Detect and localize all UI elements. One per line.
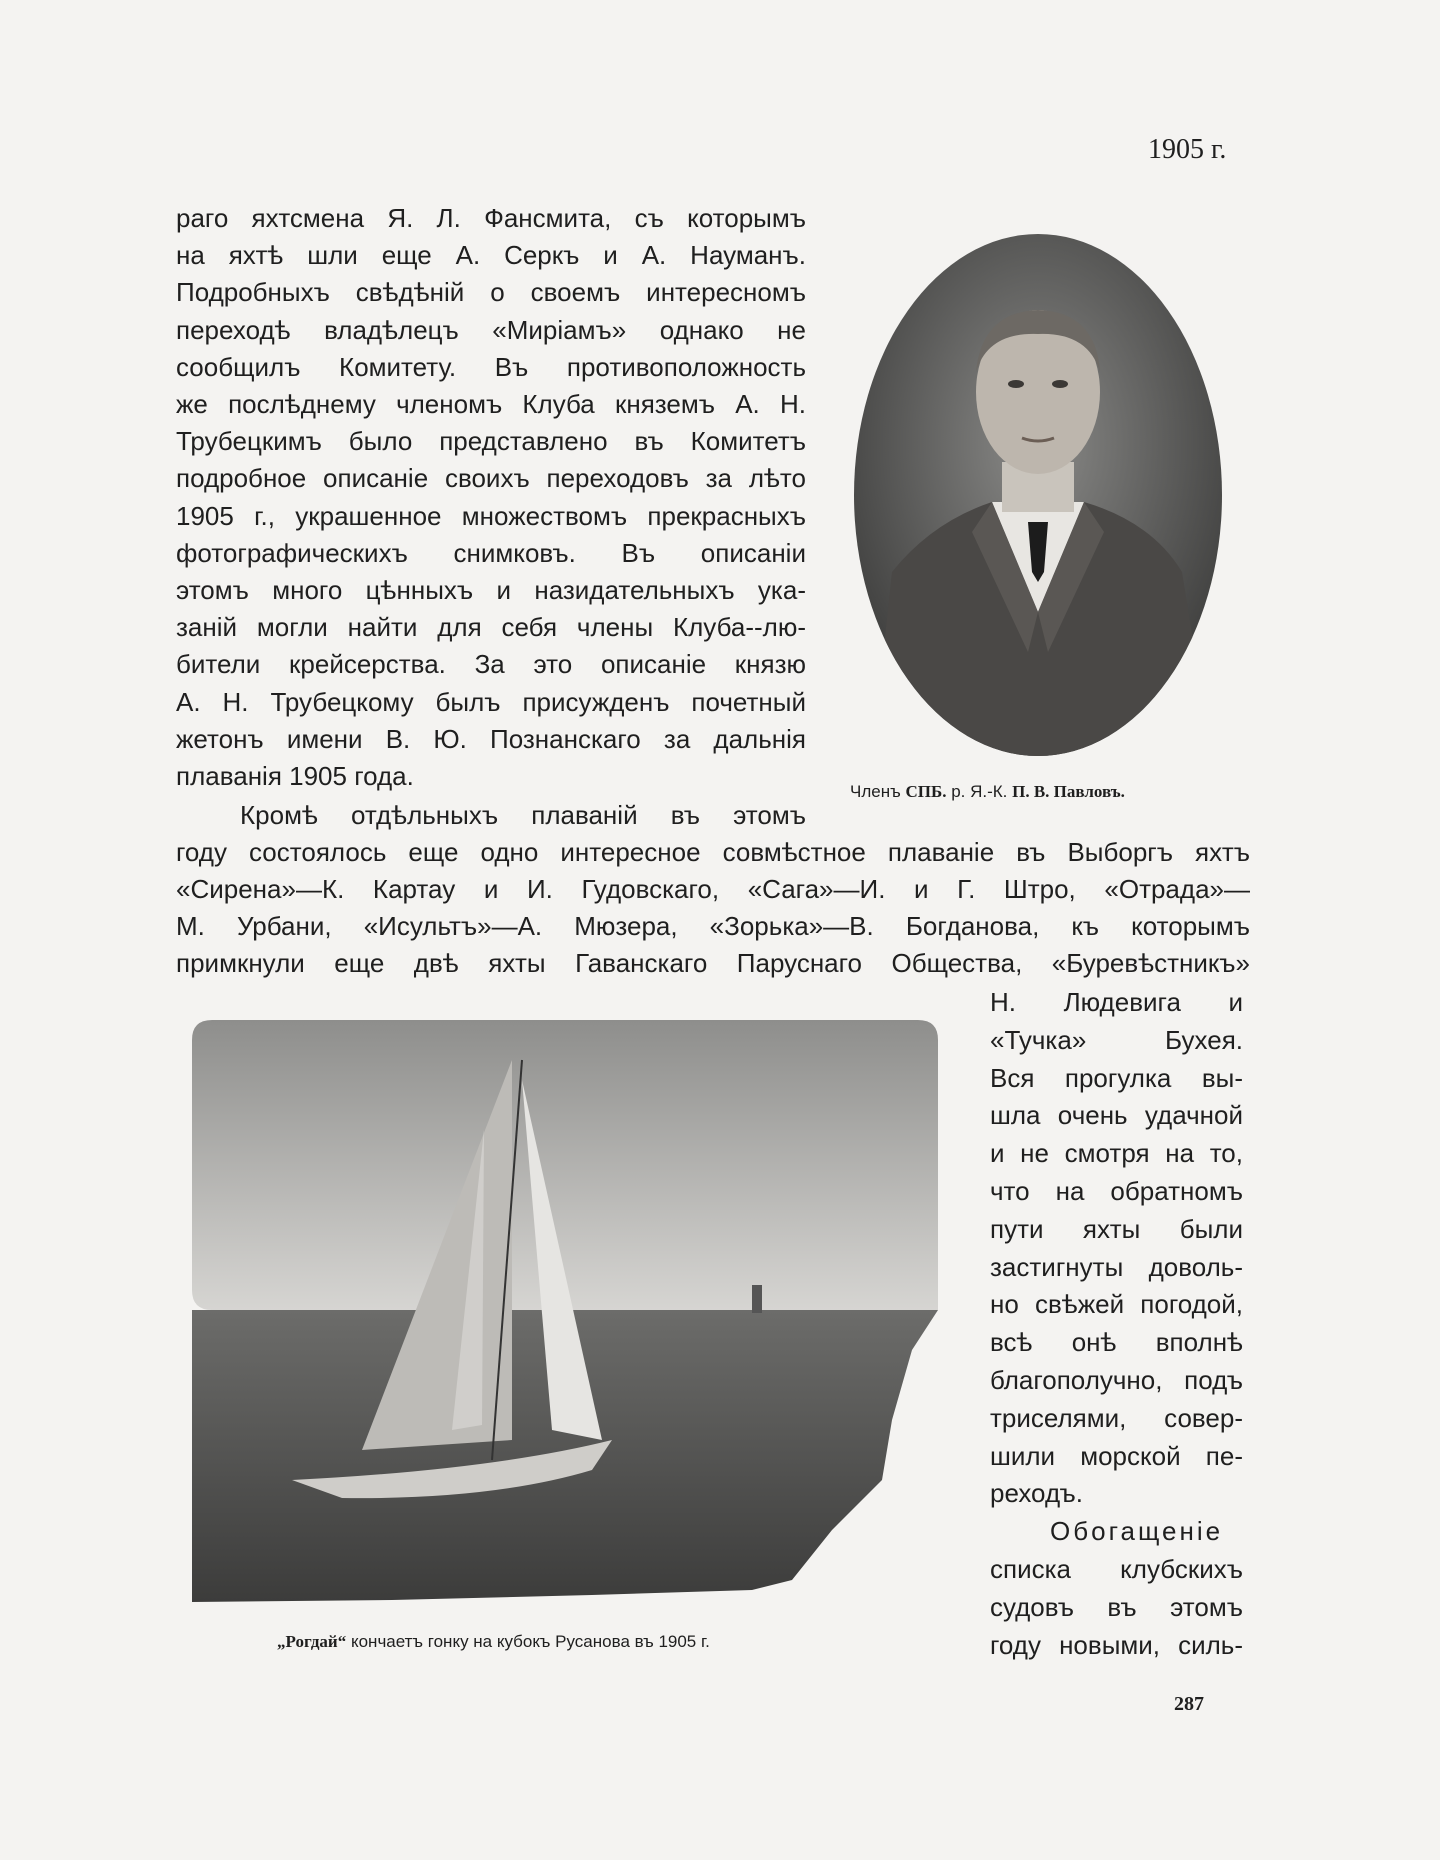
text-line: плаванія 1905 года. <box>176 761 414 791</box>
text-line: М. Урбани, «Исультъ»—А. Мюзера, «Зорька»—В. Богданова, къ которымъ <box>176 911 1250 941</box>
portrait-photo <box>852 232 1224 758</box>
portrait-caption <box>850 782 1125 802</box>
caption-club-type: р. Я.-К. <box>951 782 1008 801</box>
text-line: А. Н. Трубецкому былъ присужденъ почетный <box>176 686 806 717</box>
text-line: сообщилъ Комитету. Въ противоположность <box>176 351 806 382</box>
text-line: «Тучка» Бухея. <box>990 1024 1243 1055</box>
photo-caption <box>277 1632 710 1652</box>
caption-prefix: Членъ <box>850 782 901 801</box>
yacht-photo <box>192 1020 938 1602</box>
text-line: Обогащеніе <box>1050 1516 1224 1547</box>
text-line: шили морской пе- <box>990 1440 1243 1471</box>
text-line: всѣ онѣ вполнѣ <box>990 1327 1243 1358</box>
text-line: раго яхтсмена Я. Л. Фансмита, съ которымъ <box>176 203 806 233</box>
text-line: Вся прогулка вы- <box>990 1062 1243 1093</box>
text-line: заній могли найти для себя члены Клуба--лю- <box>176 612 806 643</box>
text-line: триселями, совер- <box>990 1402 1243 1433</box>
text-line: году состоялось еще одно интересное совмѣстное плаваніе въ Выборгъ яхтъ <box>176 837 1250 867</box>
caption-yacht-name: „Рогдай“ <box>277 1632 347 1651</box>
text-line: но свѣжей погодой, <box>990 1289 1243 1320</box>
text-line: Н. Людевига и <box>990 987 1243 1017</box>
text-line: бители крейсерства. За это описаніе князю <box>176 649 806 680</box>
caption-club: СПБ. <box>905 782 947 801</box>
text-line: подробное описаніе своихъ переходовъ за лѣто <box>176 463 806 494</box>
text-line: жетонъ имени В. Ю. Познанскаго за дальнія <box>176 723 806 754</box>
text-line: этомъ много цѣнныхъ и назидательныхъ ука- <box>176 575 806 605</box>
text-line: Трубецкимъ было представлено въ Комитетъ <box>176 426 806 457</box>
text-line: примкнули еще двѣ яхты Гаванскаго Паруснаго Общества, «Буревѣстникъ» <box>176 948 1250 978</box>
text-line: же послѣднему членомъ Клуба княземъ А. Н. <box>176 389 806 419</box>
caption-text: кончаетъ гонку на кубокъ Русанова въ 1905 г. <box>350 1632 710 1651</box>
page-number: 287 <box>1174 1693 1204 1715</box>
text-line: на яхтѣ шли еще А. Серкъ и А. Науманъ. <box>176 240 806 271</box>
text-line: переходѣ владѣлецъ «Миріамъ» однако не <box>176 314 806 345</box>
running-header-year: 1905 г. <box>1148 134 1227 165</box>
caption-name: П. В. Павловъ. <box>1012 782 1125 801</box>
text-line: списка клубскихъ <box>990 1554 1243 1584</box>
text-line: реходъ. <box>990 1478 1084 1509</box>
text-line: судовъ въ этомъ <box>990 1591 1243 1622</box>
text-line: благополучно, подъ <box>990 1365 1243 1395</box>
text-line: застигнуты доволь- <box>990 1251 1243 1282</box>
text-line: «Сирена»—К. Картау и И. Гудовскаго, «Сага»—И. и Г. Штро, «Отрада»— <box>176 874 1250 904</box>
text-line: что на обратномъ <box>990 1176 1243 1206</box>
text-line: году новыми, силь- <box>990 1629 1243 1660</box>
text-line: Кромѣ отдѣльныхъ плаваній въ этомъ <box>240 800 806 831</box>
text-line: пути яхты были <box>990 1213 1243 1244</box>
text-line: фотографическихъ снимковъ. Въ описаніи <box>176 537 806 568</box>
text-line: и не смотря на то, <box>990 1138 1243 1169</box>
text-line: шла очень удачной <box>990 1100 1243 1131</box>
text-line: 1905 г., украшенное множествомъ прекрасныхъ <box>176 500 806 531</box>
text-line: Подробныхъ свѣдѣній о своемъ интересномъ <box>176 277 806 308</box>
